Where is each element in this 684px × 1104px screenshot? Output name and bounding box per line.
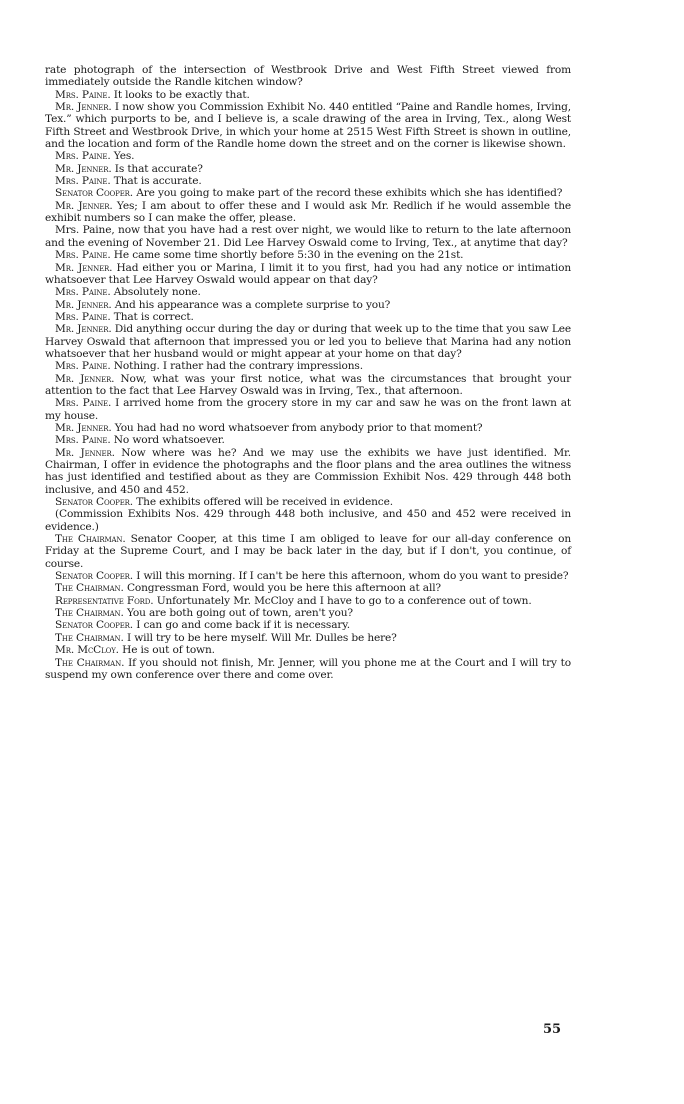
- speaker: Mr. Jenner.: [55, 101, 112, 114]
- paragraph: [45, 397, 571, 422]
- paragraph: [45, 200, 571, 225]
- paragraph-text: I can go and come back if it is necessary.: [136, 619, 350, 632]
- speaker: Representative Ford.: [55, 594, 154, 607]
- speaker: Senator Cooper.: [55, 496, 134, 509]
- speaker: Mrs. Paine.: [55, 175, 111, 188]
- paragraph-text: The exhibits offered will be received in evidence.: [136, 496, 393, 509]
- paragraph-text: That is accurate.: [113, 175, 202, 188]
- speaker: Mrs. Paine.: [55, 249, 111, 262]
- speaker: Mrs. Paine.: [55, 360, 111, 373]
- paragraph-text: Now where was he? And we may use the exhibits we have just identified. Mr. Chairman, I offer in evidence the photographs and the floor plans and the area outlines the witness has just identified and testified about as they are Commission Exhibit Nos. 429 through 448 both inclusive, and 450 and 452.: [45, 446, 571, 496]
- paragraph: [45, 286, 571, 298]
- transcript-page: [45, 64, 571, 681]
- speaker: The Chairman.: [55, 656, 125, 669]
- paragraph: [45, 360, 571, 372]
- paragraph-text: Are you going to make part of the record these exhibits which she has identified?: [136, 187, 563, 200]
- speaker: Mr. McCloy.: [55, 644, 119, 657]
- speaker: Mr. Jenner.: [55, 446, 115, 459]
- paragraph-text: If you should not finish, Mr. Jenner, will you phone me at the Court and I will try to suspend my own conference over there and come over.: [45, 656, 572, 681]
- paragraph: [45, 570, 571, 582]
- speaker: Mrs. Paine.: [55, 397, 112, 410]
- paragraph-text: Absolutely none.: [113, 286, 201, 299]
- paragraph: [45, 434, 571, 446]
- paragraph: [45, 163, 571, 175]
- paragraph: [45, 323, 571, 360]
- speaker: The Chairman.: [55, 607, 124, 620]
- speaker: Mrs. Paine.: [55, 286, 111, 299]
- paragraph-text: He is out of town.: [122, 644, 215, 657]
- paragraph-text: Mrs. Paine, now that you have had a rest over night, we would like to return to the late afternoon and the evening of November 21. Did Lee Harvey Oswald come to Irving, Tex., at anytime that day?: [45, 224, 571, 249]
- paragraph-text: I arrived home from the grocery store in my car and saw he was on the front lawn at my house.: [45, 397, 572, 422]
- paragraph-text: I will try to be here myself. Will Mr. Dulles be here?: [126, 631, 397, 644]
- paragraph-text: Is that accurate?: [114, 162, 203, 175]
- speaker: Mr. Jenner.: [55, 372, 115, 385]
- speaker: Mr. Jenner.: [55, 199, 113, 212]
- paragraph: [45, 249, 571, 261]
- speaker: The Chairman.: [55, 582, 124, 595]
- paragraph: [45, 175, 571, 187]
- paragraph-text: Senator Cooper, at this time I am obliged to leave for our all-day conference on Friday at the Supreme Court, and I may be back later in the day, but if I don't, you continue, of course.: [45, 533, 571, 570]
- paragraph-text: (Commission Exhibits Nos. 429 through 448 both inclusive, and 450 and 452 were received in evidence.): [45, 508, 571, 533]
- paragraph: [45, 632, 571, 644]
- speaker: Mrs. Paine.: [55, 88, 111, 101]
- paragraph: [45, 150, 571, 162]
- speaker: Senator Cooper.: [55, 619, 134, 632]
- speaker: Mr. Jenner.: [55, 323, 112, 336]
- paragraph: [45, 447, 571, 496]
- paragraph-text: Nothing. I rather had the contrary impressions.: [113, 360, 363, 373]
- page-number: 55: [543, 1022, 562, 1037]
- paragraph-text: Yes.: [113, 150, 135, 163]
- paragraph-text: That is correct.: [113, 310, 194, 323]
- paragraph: [45, 657, 571, 682]
- paragraph: [45, 373, 571, 398]
- paragraph-text: Yes; I am about to offer these and I would ask Mr. Redlich if he would assemble the exhibit numbers so I can make the offer, please.: [45, 199, 571, 225]
- paragraph: [45, 262, 571, 287]
- paragraph-text: Did anything occur during the day or during that week up to the time that you saw Lee Harvey Oswald that afternoon that impressed you or led you to believe that Marina had any notion whatsoever that her husband would or might appear at your home on that day?: [45, 323, 571, 360]
- paragraph-text: He came some time shortly before 5:30 in the evening on the 21st.: [113, 249, 464, 262]
- paragraph-text: And his appearance was a complete surprise to you?: [114, 298, 391, 311]
- speaker: Mr. Jenner.: [55, 261, 113, 274]
- speaker: Mr. Jenner.: [55, 162, 112, 175]
- paragraph: [45, 187, 571, 199]
- paragraph: [45, 64, 571, 89]
- paragraph: [45, 508, 571, 533]
- paragraph: [45, 496, 571, 508]
- paragraph-text: I will this morning. If I can't be here this afternoon, whom do you want to preside?: [136, 570, 569, 583]
- paragraph-text: Unfortunately Mr. McCloy and I have to go to a conference out of town.: [156, 594, 532, 607]
- speaker: Mrs. Paine.: [55, 434, 111, 447]
- paragraph-text: Had either you or Marina, I limit it to you first, had you had any notice or intimation whatsoever that Lee Harvey Oswald would appear on that day?: [45, 261, 572, 286]
- paragraph-text: You are both going out of town, aren't you?: [126, 607, 353, 620]
- speaker: Mr. Jenner.: [55, 421, 112, 434]
- paragraph: [45, 582, 571, 594]
- speaker: The Chairman.: [55, 631, 124, 644]
- speaker: Mrs. Paine.: [55, 150, 111, 163]
- speaker: Mr. Jenner.: [55, 298, 112, 311]
- paragraph-text: Now, what was your first notice, what was the circumstances that brought your attention to the fact that Lee Harvey Oswald was in Irving, Tex., that afternoon.: [45, 372, 572, 397]
- paragraph: [45, 595, 571, 607]
- paragraph-text: No word whatsoever.: [113, 434, 225, 447]
- paragraph: [45, 422, 571, 434]
- paragraph: [45, 224, 571, 249]
- paragraph: [45, 101, 571, 150]
- paragraph: [45, 644, 571, 656]
- paragraph-text: I now show you Commission Exhibit No. 440 entitled “Paine and Randle homes, Irving, Tex.” which purports to be, and I believe is, a scale drawing of the area in Irving, Tex., along West Fifth Street and Westbrook Drive, in which your home at 2515 West Fifth Street is shown in outline, and the location and form of the Randle home down the street and on the corner is likewise shown.: [45, 101, 572, 151]
- paragraph: [45, 311, 571, 323]
- paragraph: [45, 607, 571, 619]
- paragraph: [45, 619, 571, 631]
- paragraph-text: Congressman Ford, would you be here this afternoon at all?: [126, 582, 441, 595]
- paragraph: [45, 533, 571, 570]
- paragraph-text: It looks to be exactly that.: [113, 88, 250, 101]
- speaker: Senator Cooper.: [55, 187, 134, 200]
- paragraph-text: You had had no word whatsoever from anybody prior to that moment?: [114, 421, 483, 434]
- speaker: Senator Cooper.: [55, 570, 134, 583]
- speaker: Mrs. Paine.: [55, 310, 111, 323]
- paragraph-text: rate photograph of the intersection of Westbrook Drive and West Fifth Street viewed from immediately outside the Randle kitchen window?: [45, 64, 571, 89]
- speaker: The Chairman.: [55, 533, 126, 546]
- paragraph: [45, 89, 571, 101]
- paragraph: [45, 299, 571, 311]
